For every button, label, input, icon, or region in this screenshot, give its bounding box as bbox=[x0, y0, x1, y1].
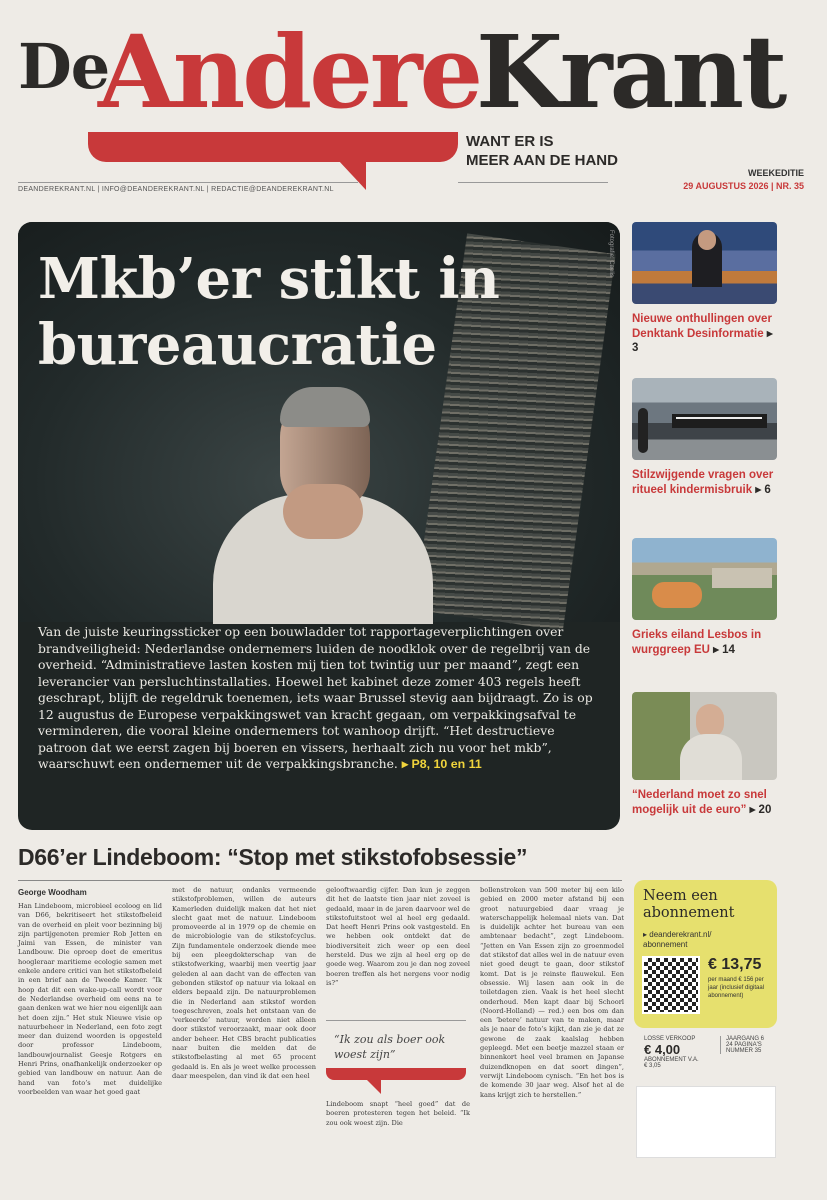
logo-andere: Andere bbox=[98, 13, 481, 131]
pullquote-speech-tail bbox=[365, 1078, 381, 1094]
teaser-lesbos[interactable] bbox=[632, 538, 777, 657]
article-byline: George Woodham bbox=[18, 888, 87, 897]
tagline-line2: MEER AAN DE HAND bbox=[466, 152, 618, 169]
contact-line: DEANDEREKRANT.NL | INFO@DEANDEREKRANT.NL | REDACTIE@DEANDEREKRANT.NL bbox=[18, 182, 358, 193]
article-column-1: Han Lindeboom, microbieel ecoloog en lid van D66, bekritiseert het stikstofbeleid van de overheid en pleit voor bezinning bij zijn partijgenoten premier Rob Jetten en Jaimi van Essen, de minister van Landbouw. Die oproep doet de emeritus hoogleraar maritieme ecologie samen met enkele andere critici van het stikstofbeleid in een brief aan de Tweede Kamer. “Ik hoop dat dit een wake-up-call wordt voor de Nederlandse overheid om eens na te gaan denken wat we hier nou eigenlijk aan het doen zijn.” Het stuk Nieuwe visie op natuurbeheer in Nederland, een foto zegt meer dan duizend woorden is opgesteld door professor Lindeboom, landbouwjournalist Geesje Rotgers en Henri Prins, onafhankelijk onderzoeker op gebied van landbouw en natuur. Aan de hand van foto’s met duidelijke voorbeelden van waar het goed gaat bbox=[18, 902, 162, 1096]
edition-label: WEEKEDITIE bbox=[747, 168, 804, 178]
teaser-kindermisbruik[interactable] bbox=[632, 378, 777, 497]
man-hair-image bbox=[280, 387, 370, 427]
teaser-euro-page: ▸ 20 bbox=[749, 803, 772, 816]
pullquote: “Ik zou als boer ook woest zijn” bbox=[334, 1033, 446, 1061]
hero-body-text: Van de juiste keuringssticker op een bouwladder tot rapportageverplichtingen over brandveiligheid: Nederlandse ondernemers luiden de noodklok over de regelbrij van de overheid. “Administratieve lasten kosten mij tien tot twintig uur per maand”, zegt een leverancier van persluchtinstallaties. Hoewel het kabinet deze zomer 403 regels heeft geschrapt, blijft de regeldruk toenemen, iets waar Brussel stevig aan bijdraagt. Zo is op 12 augustus de Europese verpakkingswet van kracht gegaan, om verpakkingsafval te verminderen, die vooral kleine ondernemers tot wanhoop drijft. “Het destructieve patroon dat we eerst zagen bij boeren en vissers, herhaalt zich nu voor het mkb”, waarschuwt een ondernemer uit de verpakkingsbranche. bbox=[38, 624, 593, 771]
contact-rule bbox=[458, 182, 608, 183]
teaser-thumb-portrait bbox=[632, 692, 777, 780]
subscribe-url-line2: abonnement bbox=[643, 940, 688, 949]
man-hands-image bbox=[283, 484, 363, 539]
sale-label: LOSSE VERKOOP bbox=[644, 1036, 696, 1042]
tagline-line1: WANT ER IS bbox=[466, 133, 554, 150]
teaser-euro[interactable] bbox=[632, 692, 777, 817]
article-column-2: met de natuur, ondanks vermeende stikstofproblemen, willen de auteurs Kamerleden duidelijk maken dat het niet slecht gaat met de natuur. Lindeboom promoveerde al in 1979 op de chemie en de microbiologie van de stikstofcyclus. Zijn fundamentele onderzoek diende mee bij een pleegdokterschap van de stikstofwerking, waarbij men veertig jaar geleden al aan dacht van de effecten van gebonden stikstof op natuur via lokaal en elders bepaald zijn. De natuurproblemen die in Nederland aan stikstof worden toegeschreven, zoals het ontstaan van de ‘verkeerde’ natuur, worden niet alleen door stikstof veroorzaakt, maar ook door ander beheer. Het CBS bracht publicaties naar buiten die melden dat de stikstofbelasting al met 65 procent gedaald is. En als je weet welke processen daar meespelen, dan vind ik dat een heel bbox=[172, 886, 316, 1080]
speech-bubble-bar bbox=[88, 132, 458, 162]
logo-de: De bbox=[18, 30, 110, 103]
subscribe-price-detail: per maand € 156 per jaar (inclusief digitaal abonnement) bbox=[708, 977, 765, 999]
subscribe-title-line1: Neem een bbox=[643, 888, 718, 904]
teaser-denktank[interactable] bbox=[632, 222, 777, 356]
teaser-denktank-page: ▸ 3 bbox=[632, 327, 773, 354]
article-rule bbox=[18, 880, 622, 881]
subscribe-title bbox=[643, 888, 734, 922]
barcode-area bbox=[636, 1086, 776, 1158]
issue-volume: JAARGANG 6 bbox=[726, 1036, 765, 1042]
hero-page-ref[interactable]: ▸ P8, 10 en 11 bbox=[401, 757, 482, 771]
article-column-3b: Lindeboom snapt “heel goed” dat de boeren protesteren tegen het beleid. “Ik zou ook woest zijn. Die bbox=[326, 1100, 470, 1127]
subscribe-price: € 13,75 bbox=[708, 956, 762, 973]
teaser-thumb-lesbos bbox=[632, 538, 777, 620]
teaser-lesbos-page: ▸ 14 bbox=[713, 643, 735, 656]
issue-prices bbox=[644, 1036, 714, 1069]
hero-headline bbox=[38, 246, 598, 378]
sale-price: € 4,00 bbox=[644, 1042, 681, 1057]
teaser-kindermisbruik-text bbox=[632, 468, 777, 497]
edition-info bbox=[683, 167, 804, 193]
pullquote-speech-bar bbox=[326, 1068, 466, 1080]
abo-price: € 3,05 bbox=[644, 1063, 661, 1069]
teaser-euro-title: “Nederland moet zo snel mogelijk uit de euro” bbox=[632, 789, 767, 816]
teaser-lesbos-text bbox=[632, 628, 777, 657]
teaser-denktank-text bbox=[632, 312, 777, 356]
teaser-denktank-title: Nieuwe onthullingen over Denktank Desinformatie bbox=[632, 313, 772, 340]
hero-headline-line2: bureaucratie bbox=[38, 312, 437, 378]
subscribe-box[interactable] bbox=[634, 880, 777, 1028]
issue-number: NUMMER 35 bbox=[726, 1048, 762, 1054]
issue-pages: 24 PAGINA'S bbox=[726, 1042, 762, 1048]
teaser-kindermisbruik-page: ▸ 6 bbox=[755, 483, 771, 496]
hero-headline-line1: Mkb’er stikt in bbox=[38, 246, 500, 312]
qr-code-icon[interactable] bbox=[642, 956, 700, 1014]
photo-credit: Fotografie: Caelis bbox=[608, 230, 614, 278]
tagline bbox=[466, 132, 618, 170]
abo-label: ABONNEMENT V.A. bbox=[644, 1057, 699, 1063]
teaser-kindermisbruik-title: Stilzwijgende vragen over ritueel kindermisbruik bbox=[632, 469, 774, 496]
teaser-thumb-protest bbox=[632, 378, 777, 460]
pullquote-rule bbox=[326, 1020, 466, 1021]
hero-body bbox=[38, 624, 598, 773]
logo-krant: Krant bbox=[476, 13, 785, 131]
issue-meta bbox=[720, 1036, 776, 1054]
article-column-3: gelooftwaardig cijfer. Dan kun je zeggen dit het de laatste tien jaar niet zoveel is gedaald, maar in de jaren daarvoor wel de stikstofuitstoot wel al heel erg gedaald. Dat heeft Henri Prins ook vastgesteld. En we hebben ook ontdekt dat de biodiversiteit zich weer op een deel hersteld. Dus we zijn al heel erg op de goede weg. Waarom zou je dan nog zoveel boeren treffen als het nergens voor nodig is?” bbox=[326, 886, 470, 987]
edition-date: 29 AUGUSTUS 2026 | NR. 35 bbox=[683, 181, 804, 191]
teaser-lesbos-title: Grieks eiland Lesbos in wurggreep EU bbox=[632, 629, 762, 656]
hero-story[interactable] bbox=[18, 222, 620, 830]
article-column-4: bollenstroken van 500 meter bij een kilo gebied en 2000 meter afstand bij een groot natuurgebied daar vraag je waterschappelijk helemaal niets van. Dat is duidelijk achter het bureau van een ambtenaar bedacht”, zegt Lindeboom. “Jetten en Van Essen zijn zo groenmodel dat stikstof dat alles wel in de natuur even niet goed deugt te gaan, door stikstof komt. Dat is je reinste flauwekul. Een obsessie. Wij lasen aan ook in de toiletdagen zien. Vaak is het heel slecht onderhoud. Men kapt daar bij Schoorl (Noord-Holland) — red.) een bos om dan een ‘betere’ natuur van te maken, maar als je naar de foto’s kijkt, dan zie je dat ze gewone de zaak kaalslag hebben gepleegd. Met een beetje mazzel staan er binnenkort heel veel bramen en Japanse duizendknopen en dat soort dingen”, verwijt Lindeboom cynisch. “En het bos is de komende 30 jaar weg. Alsof het al de kans krijgt zich te herstellen.” bbox=[480, 886, 624, 1099]
subscribe-title-line2: abonnement bbox=[643, 905, 735, 921]
issue-info bbox=[634, 1032, 777, 1076]
teaser-euro-text bbox=[632, 788, 777, 817]
masthead bbox=[18, 13, 808, 202]
article-title[interactable]: D66’er Lindeboom: “Stop met stikstofobsessie” bbox=[18, 844, 528, 870]
subscribe-url-line1: ▸ deanderekrant.nl/ bbox=[643, 930, 712, 939]
subscribe-url[interactable] bbox=[643, 930, 712, 950]
teaser-thumb-parliament bbox=[632, 222, 777, 304]
